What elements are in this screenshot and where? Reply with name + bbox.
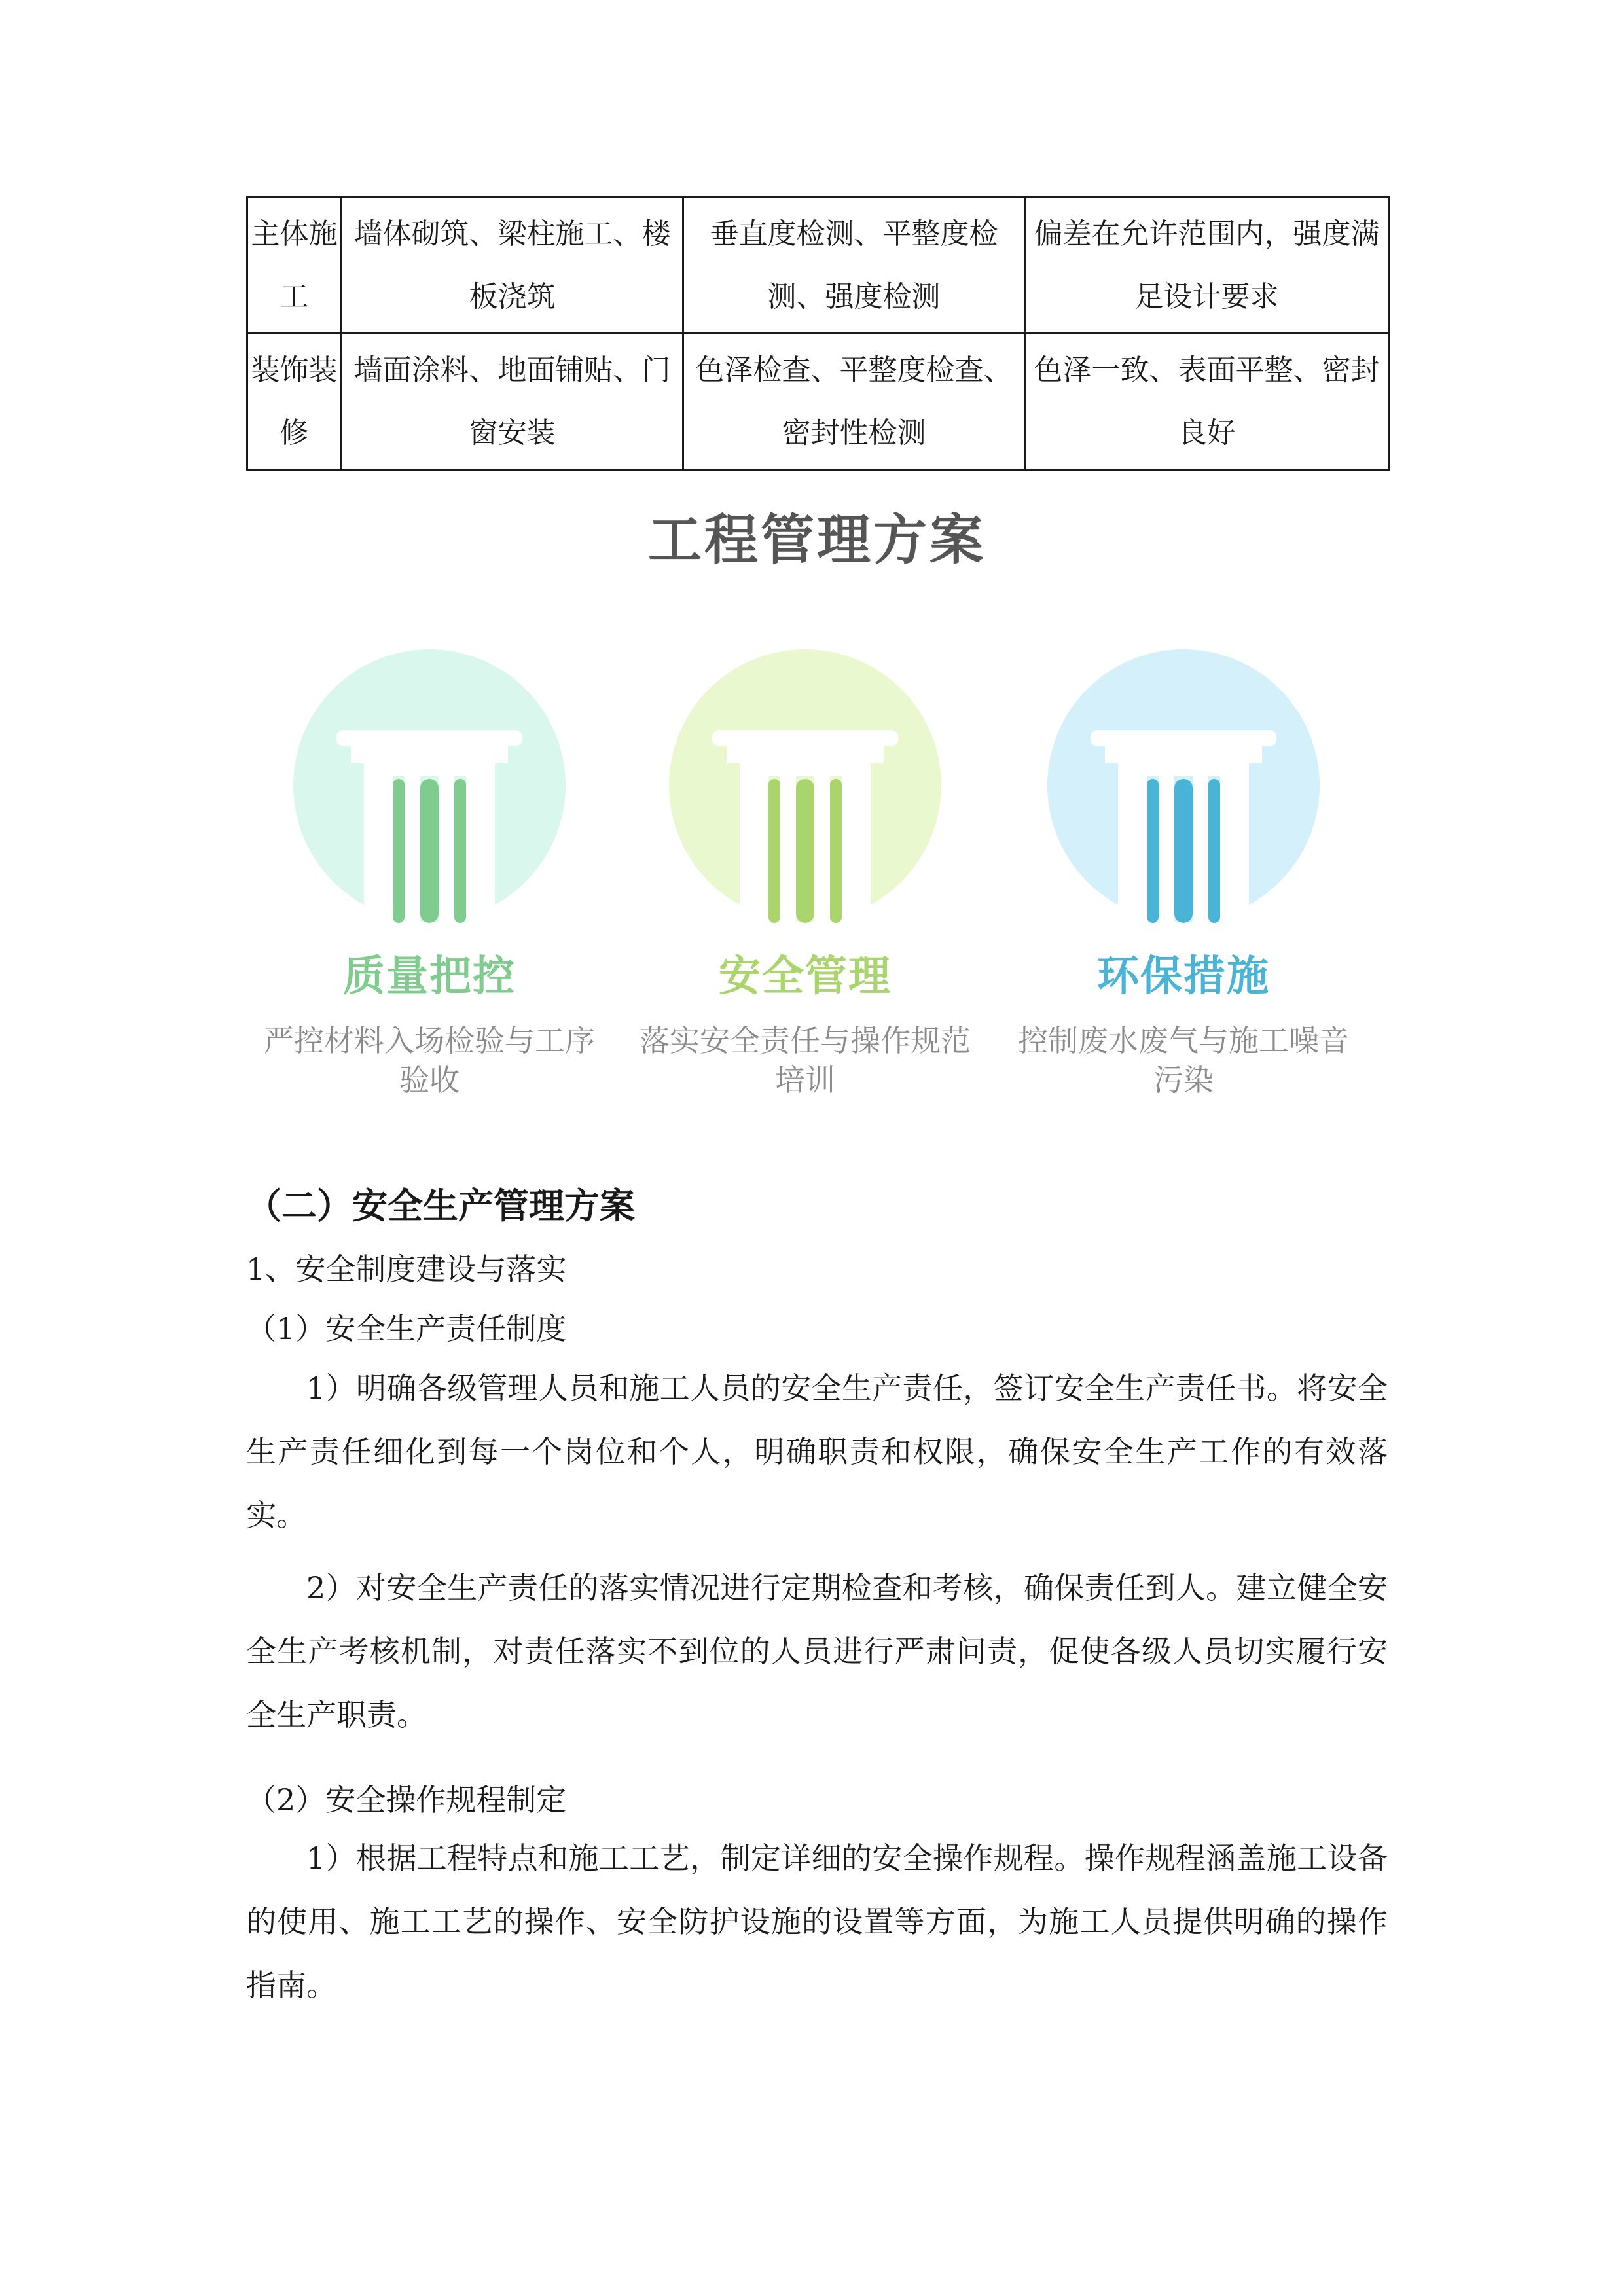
table-cell-standard: 色泽一致、表面平整、密封良好 xyxy=(1025,334,1389,470)
table-cell-inspection: 垂直度检测、平整度检测、强度检测 xyxy=(683,198,1025,334)
item-title: （1）安全生产责任制度 xyxy=(246,1311,567,1346)
card-description: 严控材料入场检验与工序验收 xyxy=(264,1023,595,1098)
table-cell-phase: 装饰装修 xyxy=(247,334,342,470)
pillar-icon xyxy=(668,648,943,923)
item-title: （2）安全操作规程制定 xyxy=(246,1782,567,1818)
section-heading: （二）安全生产管理方案 xyxy=(246,1185,635,1227)
environmental-measures-card xyxy=(1000,648,1367,1158)
table-cell-inspection: 色泽检查、平整度检查、密封性检测 xyxy=(683,334,1025,470)
safety-management-card xyxy=(622,648,988,1158)
table-cell-content: 墙体砌筑、梁柱施工、楼板浇筑 xyxy=(342,198,683,334)
table-cell-content: 墙面涂料、地面铺贴、门窗安装 xyxy=(342,334,683,470)
table-cell-standard: 偏差在允许范围内，强度满足设计要求 xyxy=(1025,198,1389,334)
table-cell-phase: 主体施工 xyxy=(247,198,342,334)
card-title: 质量把控 xyxy=(343,952,516,1001)
quality-inspection-table xyxy=(246,196,1390,471)
pillar-icon xyxy=(292,648,567,923)
card-description: 控制废水废气与施工噪音污染 xyxy=(1018,1023,1349,1098)
card-title: 环保措施 xyxy=(1097,952,1270,1001)
card-title: 安全管理 xyxy=(719,952,892,1001)
quality-control-card xyxy=(246,648,613,1158)
pillar-icon xyxy=(1046,648,1321,923)
card-description: 落实安全责任与操作规范培训 xyxy=(640,1023,971,1098)
infographic-title: 工程管理方案 xyxy=(647,509,986,571)
paragraph: 2）对安全生产责任的落实情况进行定期检查和考核，确保责任到人。建立健全安全生产考核机制，对责任落实不到位的人员进行严肃问责，促使各级人员切实履行安全生产职责。 xyxy=(246,1570,1388,1732)
table-row xyxy=(247,198,1389,334)
paragraph: 1）明确各级管理人员和施工人员的安全生产责任，签订安全生产责任书。将安全生产责任细化到每一个岗位和个人，明确职责和权限，确保安全生产工作的有效落实。 xyxy=(246,1371,1388,1533)
table-row xyxy=(247,334,1389,470)
management-plan-infographic xyxy=(246,484,1388,1152)
sub-heading: 1、安全制度建设与落实 xyxy=(246,1251,567,1287)
paragraph: 1）根据工程特点和施工工艺，制定详细的安全操作规程。操作规程涵盖施工设备的使用、施工工艺的操作、安全防护设施的设置等方面，为施工人员提供明确的操作指南。 xyxy=(246,1840,1388,2003)
